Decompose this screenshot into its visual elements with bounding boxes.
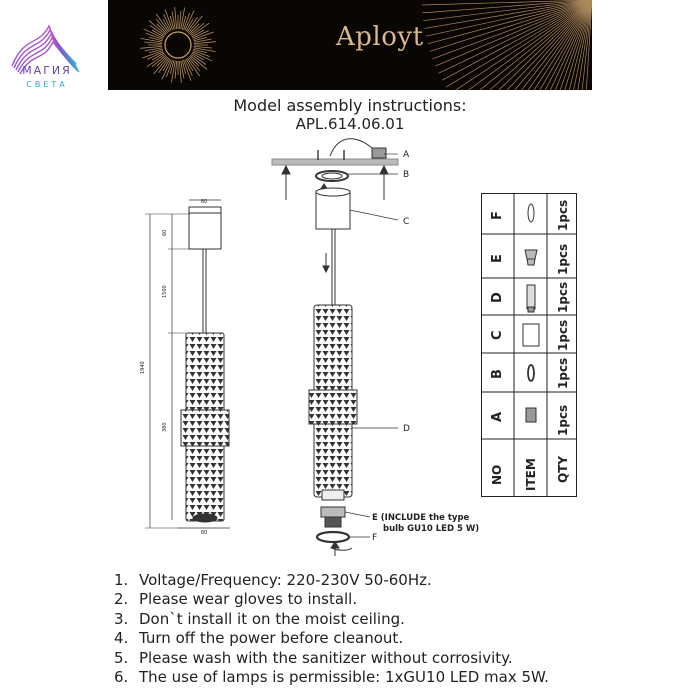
instruction-number: 5. <box>114 648 129 667</box>
table-row-c-no: C <box>490 330 505 340</box>
callout-a: A <box>403 150 410 160</box>
table-row-a-no: A <box>490 411 505 422</box>
callout-c: C <box>403 217 410 227</box>
table-row-b-no: B <box>490 369 505 379</box>
instruction-text: Don`t install it on the moist ceiling. <box>139 609 405 628</box>
model-number: APL.614.06.01 <box>295 115 405 133</box>
dim-total-height: 1940 <box>140 361 146 374</box>
table-row-f-qty: 1pcs <box>556 199 570 231</box>
terminal-block-icon <box>526 408 536 422</box>
logo-name: МАГИЯ <box>22 64 72 77</box>
rod-icon <box>527 285 535 312</box>
retaining-ring-icon <box>528 204 534 222</box>
instruction-number: 4. <box>114 629 129 648</box>
ring-icon <box>528 365 534 381</box>
dim-canopy-height: 60 <box>162 229 168 236</box>
instruction-number: 6. <box>114 668 129 687</box>
callout-b: B <box>403 170 410 180</box>
callout-d: D <box>403 424 410 434</box>
dimensioned-view <box>145 200 230 528</box>
table-header-item: ITEM <box>524 458 538 491</box>
instruction-item <box>114 590 694 609</box>
parts-table <box>481 193 577 497</box>
instruction-item <box>114 629 694 648</box>
instruction-text: Please wash with the sanitizer without corrosivity. <box>139 648 513 667</box>
table-row-d-qty: 1pcs <box>556 281 570 313</box>
table-header-qty: QTY <box>556 455 570 483</box>
table-row-f-no: F <box>490 211 505 220</box>
instruction-item <box>114 668 694 687</box>
callout-e-note: bulb GU10 LED 5 W) <box>383 524 480 534</box>
canopy-icon <box>523 324 539 346</box>
dim-canopy-width: 60 <box>201 199 208 205</box>
table-row-e-no: E <box>490 254 505 263</box>
table-row-d-no: D <box>490 292 505 303</box>
instruction-number: 1. <box>114 571 129 589</box>
table-row-b-qty: 1pcs <box>556 357 570 389</box>
bulb-holder-icon <box>525 250 537 265</box>
table-header-no: NO <box>490 464 504 485</box>
table-row-a-qty: 1pcs <box>556 404 570 436</box>
logo-tagline: СВЕТА <box>26 80 68 89</box>
callout-e: E (INCLUDE the type <box>372 513 470 523</box>
table-row-e-qty: 1pcs <box>556 243 570 275</box>
instruction-text: Voltage/Frequency: 220-230V 50-60Hz. <box>139 571 432 589</box>
brand-name: Aployt <box>336 22 424 52</box>
dim-body-length: 380 <box>162 422 168 432</box>
instruction-item <box>114 649 694 668</box>
dim-body-diameter: 60 <box>201 530 208 536</box>
instruction-text: Turn off the power before cleanout. <box>139 629 404 648</box>
document-title: Model assembly instructions: <box>233 96 467 115</box>
instruction-number: 2. <box>114 590 129 609</box>
exploded-view <box>272 139 398 556</box>
instruction-text: Please wear gloves to install. <box>139 590 358 609</box>
callout-f: F <box>372 533 378 543</box>
table-row-c-qty: 1pcs <box>556 319 570 351</box>
instructions-list <box>114 571 694 687</box>
dim-cable-length: 1500 <box>162 285 168 298</box>
instruction-text: The use of lamps is permissible: 1xGU10 LED max 5W. <box>139 668 549 687</box>
instruction-item <box>114 610 694 629</box>
instruction-item <box>114 571 694 590</box>
instruction-number: 3. <box>114 609 129 628</box>
